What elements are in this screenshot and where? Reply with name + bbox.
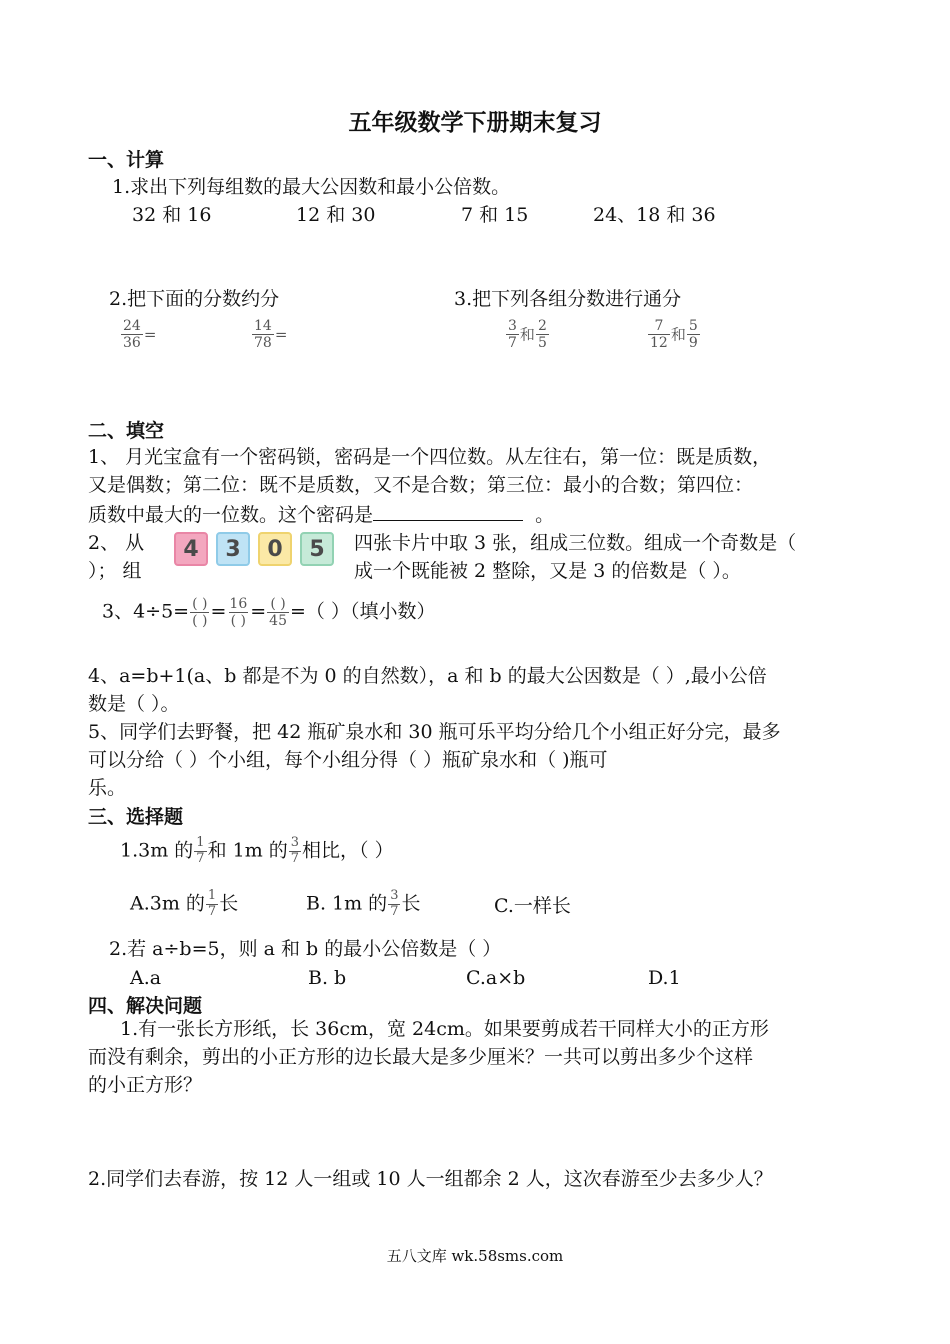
option-a: A.3m 的 $\frac{1}{7}$ 长 bbox=[130, 888, 239, 919]
fraction-pair-1: $\frac{3}{7}$ 和 $\frac{2}{5}$ bbox=[508, 318, 547, 352]
number-group: 32 和 16 bbox=[132, 204, 212, 226]
number-card: 5 bbox=[300, 532, 334, 566]
number-group: 7 和 15 bbox=[461, 204, 529, 226]
question-2-5-line: 5、同学们去野餐，把 42 瓶矿泉水和 30 瓶可乐平均分给几个小组正好分完，最多 bbox=[88, 721, 781, 743]
question-2-2-prefix: ）； 组 bbox=[88, 560, 142, 582]
question-2-5-line: 可以分给（ ）个小组，每个小组分得（ ）瓶矿泉水和（ )瓶可 bbox=[88, 749, 608, 771]
option: B. b bbox=[308, 967, 347, 989]
question-4-2: 2.同学们去春游，按 12 人一组或 10 人一组都余 2 人，这次春游至少去多少人？ bbox=[88, 1168, 773, 1190]
section-heading-fill: 二、填空 bbox=[88, 420, 165, 442]
question-2-1-line: 又是偶数；第二位：既不是质数，又不是合数；第三位：最小的合数；第四位： bbox=[88, 474, 754, 496]
fraction-reduce-1: $\frac{24}{36}$ = bbox=[123, 318, 157, 352]
question-1-3: 3.把下列各组分数进行通分 bbox=[454, 288, 682, 310]
number-group: 12 和 30 bbox=[296, 204, 376, 226]
number-card: 4 bbox=[174, 532, 208, 566]
option-c: C.一样长 bbox=[494, 895, 571, 917]
question-2-3: 3、4÷5= $\frac{( )}{( )}$ = $\frac{16}{( )}$ = $\frac{( )}{45}$ =（ ）（填小数） bbox=[102, 596, 436, 630]
option-b: B. 1m 的 $\frac{3}{7}$ 长 bbox=[306, 888, 421, 919]
option: C.a×b bbox=[466, 967, 526, 989]
footer-watermark: 五八文库 wk.58sms.com bbox=[386, 1247, 564, 1265]
option: D.1 bbox=[648, 967, 681, 989]
option: A.a bbox=[130, 967, 162, 989]
question-4-1-line: 的小正方形？ bbox=[88, 1074, 203, 1096]
question-1-1: 1.求出下列每组数的最大公因数和最小公倍数。 bbox=[112, 176, 511, 198]
question-4-1-line: 而没有剩余，剪出的小正方形的边长最大是多少厘米？一共可以剪出多少个这样 bbox=[88, 1046, 754, 1068]
fraction-pair-2: $\frac{7}{12}$ 和 $\frac{5}{9}$ bbox=[650, 318, 698, 352]
number-card: 3 bbox=[216, 532, 250, 566]
question-1-2: 2.把下面的分数约分 bbox=[109, 288, 280, 310]
question-2-2-line: 四张卡片中取 3 张，组成三位数。组成一个奇数是（ bbox=[354, 532, 797, 554]
question-2-2-prefix: 2、 从 bbox=[88, 532, 145, 554]
question-2-5-line: 乐。 bbox=[88, 777, 127, 799]
number-card: 0 bbox=[258, 532, 292, 566]
number-group: 24、18 和 36 bbox=[593, 204, 716, 226]
question-2-1-line: 质数中最大的一位数。这个密码是 。 bbox=[88, 504, 555, 526]
fraction-reduce-2: $\frac{14}{78}$ = bbox=[254, 318, 288, 352]
question-2-1-line: 1、 月光宝盒有一个密码锁，密码是一个四位数。从左往右，第一位：既是质数， bbox=[88, 446, 772, 468]
section-heading-calc: 一、计算 bbox=[88, 149, 165, 171]
question-2-2-line: 成一个既能被 2 整除，又是 3 的倍数是（ ）。 bbox=[354, 560, 741, 582]
question-2-4-line: 4、a=b+1(a、b 都是不为 0 的自然数），a 和 b 的最大公因数是（ ）,最小公倍 bbox=[88, 665, 767, 687]
question-2-4-line: 数是（ ）。 bbox=[88, 693, 180, 715]
answer-blank bbox=[373, 502, 523, 521]
question-3-1: 1.3m 的 $\frac{1}{7}$ 和 1m 的 $\frac{3}{7}$ 相比，（ ） bbox=[120, 835, 394, 866]
question-4-1-line: 1.有一张长方形纸，长 36cm，宽 24cm。如果要剪成若干同样大小的正方形 bbox=[120, 1018, 769, 1040]
question-3-2: 2.若 a÷b=5，则 a 和 b 的最小公倍数是（ ） bbox=[109, 938, 502, 960]
section-heading-problems: 四、解决问题 bbox=[88, 995, 203, 1017]
page-title: 五年级数学下册期末复习 bbox=[348, 110, 602, 136]
section-heading-choice: 三、选择题 bbox=[88, 806, 184, 828]
